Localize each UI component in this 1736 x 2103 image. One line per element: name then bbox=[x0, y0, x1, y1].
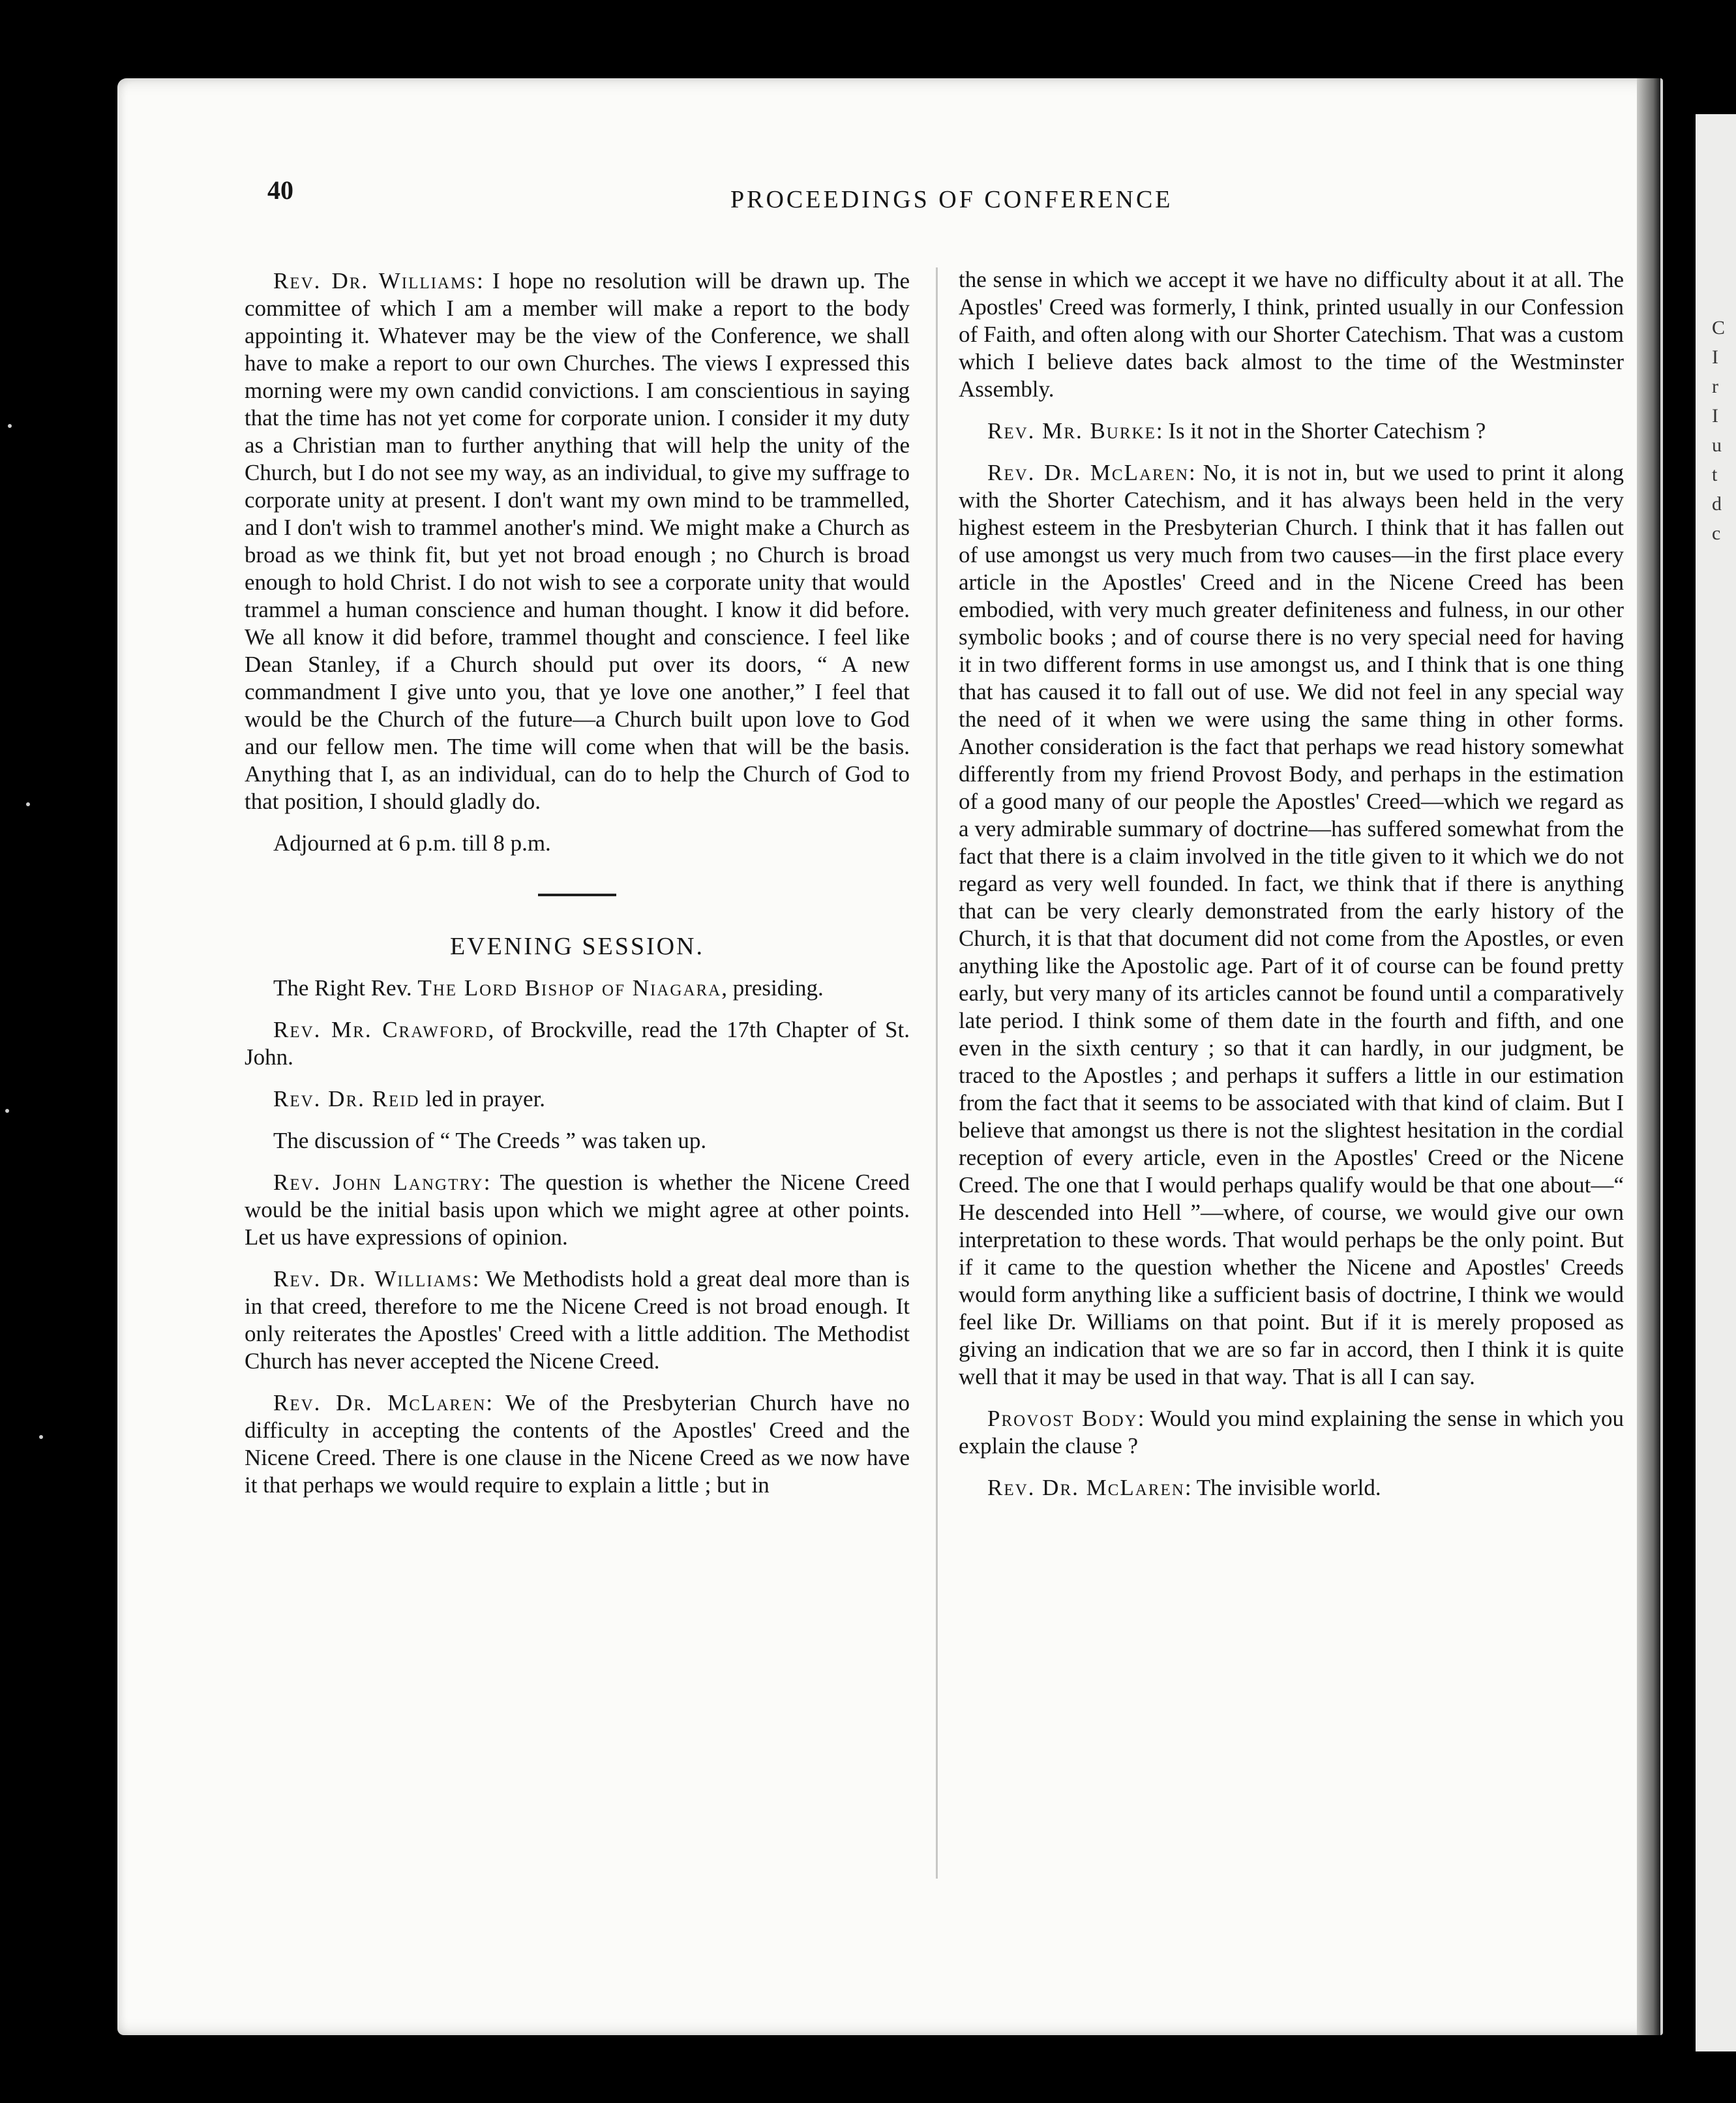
paragraph bbox=[959, 417, 1624, 445]
column-gutter bbox=[936, 267, 938, 1879]
speaker-name: Rev. Dr. McLaren bbox=[987, 1475, 1185, 1500]
text: led in prayer. bbox=[419, 1086, 546, 1112]
facing-page-fragment: C I r I u t d c bbox=[1712, 317, 1726, 544]
paragraph bbox=[245, 1265, 910, 1375]
section-divider bbox=[538, 894, 616, 896]
right-column bbox=[959, 266, 1624, 1516]
text: , presiding. bbox=[721, 975, 824, 1001]
speech-text: : We Methodists hold a great deal more than is in that creed, therefore to me the Nicene Creed is not broad enough. It only reiterates the Apostles' Creed with a little addition. The Methodist Church has never accepted the Nicene Creed. bbox=[245, 1266, 910, 1374]
speaker-name: Rev. Mr. Crawford bbox=[273, 1017, 488, 1042]
speaker-name: Provost Body bbox=[987, 1406, 1138, 1431]
paragraph bbox=[959, 1474, 1624, 1502]
text: , of Brockville, read the 17th Chapter of St. John. bbox=[245, 1017, 910, 1070]
speech-text: : Is it not in the Shorter Catechism ? bbox=[1156, 418, 1486, 444]
speaker-name: Rev. John Langtry bbox=[273, 1170, 484, 1195]
presiding-name: The Lord Bishop of Niagara bbox=[417, 975, 722, 1001]
scan-margin bbox=[0, 0, 111, 2103]
paragraph bbox=[245, 1016, 910, 1071]
page-spine-shadow bbox=[1637, 78, 1660, 2035]
paragraph bbox=[245, 1389, 910, 1499]
adjournment-note: Adjourned at 6 p.m. till 8 p.m. bbox=[273, 830, 551, 856]
text: The Right Rev. bbox=[273, 975, 412, 1001]
paragraph bbox=[245, 1169, 910, 1251]
speech-text: : The question is whether the Nicene Creed would be the initial basis upon which we might agree at other points. Let us have expressions of opinion. bbox=[245, 1170, 910, 1250]
running-title: PROCEEDINGS OF CONFERENCE bbox=[730, 186, 1173, 213]
paragraph bbox=[959, 459, 1624, 1391]
speaker-name: Rev. Dr. Williams bbox=[273, 1266, 473, 1292]
paragraph: The discussion of “ The Creeds ” was taken up. bbox=[273, 1128, 707, 1153]
speech-text: : The invisible world. bbox=[1184, 1475, 1381, 1500]
paragraph bbox=[245, 267, 910, 815]
speaker-name: Rev. Dr. McLaren bbox=[987, 460, 1190, 485]
speech-text: : Would you mind explaining the sense in which you explain the clause ? bbox=[959, 1406, 1624, 1459]
speaker-name: Rev. Dr. McLaren bbox=[273, 1390, 486, 1415]
paragraph bbox=[245, 975, 910, 1002]
paragraph bbox=[959, 1405, 1624, 1460]
speaker-name: Rev. Dr. Reid bbox=[273, 1086, 420, 1112]
paragraph-continued: the sense in which we accept it we have no difficulty about it at all. The Apostles' Creed was formerly, I think, printed usually in our Confession of Faith, and often along with our Shorter Catechism. That was a custom which I believe dates back almost to the time of the Westminster Assembly. bbox=[959, 267, 1624, 402]
speaker-name: Rev. Dr. Williams bbox=[273, 268, 477, 294]
left-column bbox=[245, 267, 910, 1513]
speech-text: : I hope no resolution will be drawn up. The committee of which I am a member will make a report to the body appointing it. Whatever may be the view of the Conference, we shall have to make a report to our own Churches. The views I expressed this morning were my own candid convictions. I am conscientious in saying that the time has not yet come for corporate union. I consider it my duty as a Christian man to further anything that will help the unity of the Church, but I do not see my way, as an individual, to give my suffrage to corporate unity at present. I don't want my own mind to be trammelled, and I don't wish to trammel another's mind. We might make a Church as broad as we think fit, but yet not broad enough ; no Church is broad enough to hold Christ. I do not wish to see a corporate unity that would trammel a human conscience and human thought. I know it did before. We all know it did before, trammel thought and conscience. I feel like Dean Stanley, if a Church should put over its doors, “ A new commandment I give unto you, that ye love one another,” I feel that would be the Church of the future—a Church built upon love to God and our fellow men. The time will come when that will be the basis. Anything that I, as an individual, can do to help the Church of God to that position, I should gladly do. bbox=[245, 268, 910, 814]
paragraph bbox=[245, 1085, 910, 1113]
speech-text: : No, it is not in, but we used to print it along with the Shorter Catechism, and it has always been held in the very highest esteem in the Presbyterian Church. I think that it has fallen out of use amongst us very much from two causes—in the first place every article in the Apostles' Creed and in the Nicene Creed has been embodied, with very much greater definiteness and fulness, in our other symbolic books ; and of course there is no very special need for having it in two different forms in use amongst us, and I think that is one thing that has caused it to fall out of use. We did not feel in any special way the need of it when we were using the same thing in other forms. Another consideration is the fact that perhaps we read history somewhat differently from my friend Provost Body, and perhaps in the estimation of a good many of our people the Apostles' Creed—which we regard as a very admirable summary of doctrine—has suffered somewhat from the fact that there is a claim involved in the title given to it which we do not regard as very well founded. In fact, we think that if there is anything that can be very clearly demonstrated from the early history of the Church, it is that that document did not come from the Apostles, or even anything like the Apostolic age. Part of it of course can be found pretty early, but very many of its articles cannot be found until a comparatively late period. I think some of them date in the fourth and fifth, and one even in the sixth century ; so that it can hardly, in our judgment, be traced to the Apostles ; and perhaps it suffers a little in our estimation from the fact that it seems to be associated with that kind of claim. But I believe that amongst us there is not the slightest hesitation in the cordial reception of every article, even in the Apostles' Creed or the Nicene Creed. The one that I would perhaps qualify would be that one about—“ He descended into Hell ”—where, of course, we would give our own interpretation to these words. That would perhaps be the only point. But if it came to the question whether the Nicene and Apostles' Creeds would form anything like a sufficient basis of doctrine, I think we would feel like Dr. Williams on that point. But if it is merely proposed as giving an indication that we are so far in accord, then I think it is quite well that it may be used in that way. That is all I can say. bbox=[959, 460, 1624, 1389]
speech-text: : We of the Presbyterian Church have no difficulty in accepting the contents of the Apostles' Creed and the Nicene Creed. There is one clause in the Nicene Creed as we now have it that perhaps we would require to explain a little ; but in bbox=[245, 1390, 910, 1498]
session-heading: EVENING SESSION. bbox=[450, 933, 704, 960]
page-number: 40 bbox=[267, 175, 293, 205]
speaker-name: Rev. Mr. Burke bbox=[987, 418, 1156, 444]
